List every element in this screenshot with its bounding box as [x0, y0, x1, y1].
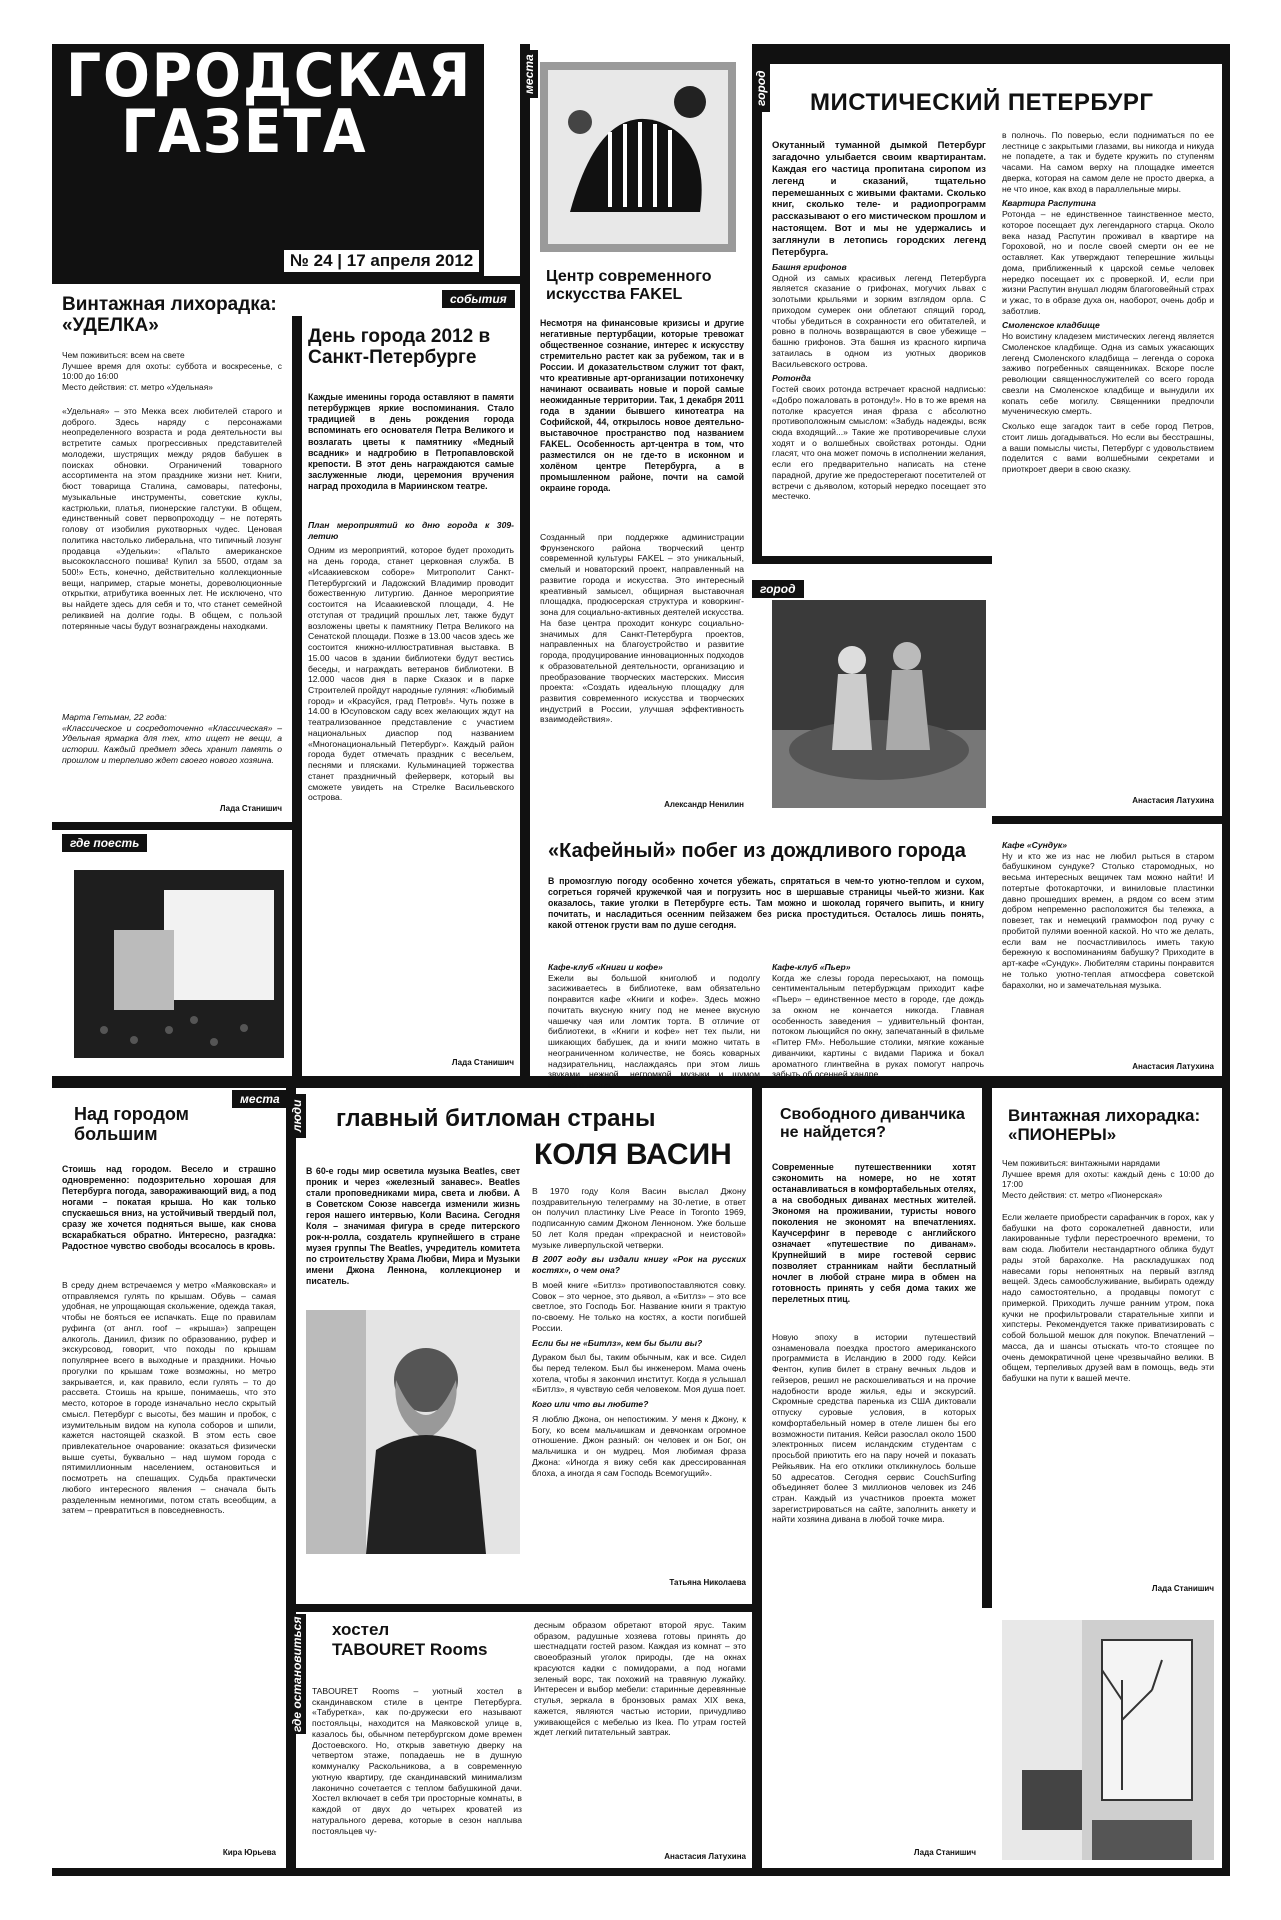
mystic-lead: Окутанный туманной дымкой Петербург загадочно улыбается своим квартирантам. Каждая его частица пропитана сиропом из легенд и сказаний, тщательно перемешанных с живыми фактами. Сколько книг, сколько теле- и радиопрограмм рассказывают о его мистическом прошлом и настоящем. Вот и мы не удержались и заглянули в летопись городских легенд Петербурга.	[772, 140, 986, 258]
divan-lead: Современные путешественники хотят сэкономить на номере, но не хотят останавливаться в комфортабельных отелях, а на свободных диванах местных жителей. Экономя на проживании, туристы нового поколения не экономят на впечатлениях. Каучсерфинг в переводе с английского означает «путешествие по диванам». Крупнейший в мире гостевой сервис позволяет странникам найти бесплатный ночлег в любой стране мира в обмен на готовность принять у себя дома таких же перелетных птиц.	[772, 1162, 976, 1304]
tab-lyudi: люди	[290, 1094, 306, 1138]
cityday-lead: Каждые именины города оставляют в памяти петербуржцев яркие воспоминания. Стало традицией в день рождения города вспоминать его основателя Петра Великого и возлагать цветы к памятнику «Медный всадник» и надгробию в Петропавловской крепости. В этот день награждаются самые заслуженные люди, церемония вручения наград проходила в Мариинском театре.	[308, 392, 514, 491]
fakel-author: Александр Ненилин	[664, 800, 744, 809]
tab-mesta-2: места	[232, 1090, 288, 1108]
cafe-col3: Кафе «Сундук» Ну и кто же из нас не любил рыться в старом бабушкином сундуке? Столько старомодных, но весьма интересных вещичек там можно найти! И потертые фотокарточки, и виниловые пластинки давно прошедших времен, а рядом со всем этим добром непременно расположится бы тележка, а повезет, так и немецкий граммофон под ручку с пробитой пулями военной каской. Но что же делать, если вам не посчастливилось иметь такую бережную к воспоминаниям бабушку? Приходите в арт-кафе «Сундук». Любителям старины понравится не только уютно-теплая атмосфера советской барахолки, но и замечательная музыка.	[1002, 840, 1214, 990]
mystic-title: МИСТИЧЕСКИЙ ПЕТЕРБУРГ	[810, 89, 1154, 116]
udelka-meta: Чем поживиться: всем на свете Лучшее время для охоты: суббота и воскресенье, с 10:00 до 16:00 Место действия: ст. метро «Удельная»	[62, 350, 282, 392]
tab-mesta: места	[522, 50, 538, 98]
hostel-title-1: хостел	[332, 1620, 390, 1639]
divider	[1222, 44, 1230, 1876]
fakel-title: Центр современного искусства FAKEL	[546, 268, 712, 303]
vasin-photo	[306, 1310, 520, 1554]
cityday-body: План мероприятий ко дню города к 309-летию Одним из мероприятий, которое будет проходить на день города, станет церковная служба. В «Исаакиевском соборе» Митрополит Санкт-Петербургский и Ладожский Владимир проводит божественную литургию. Данное мероприятие состоится на Исаакиевской площади, 4. Не отступая от традиций прошлых лет, также будут возложены цветы к памятнику Петра Великого на Сенатской площади. Позже в 13.00 часов здесь же состоится книжно-иллюстративная выставка. В 15.00 часов в здании библиотеки будут вестись беседы, и награждать ветеранов библиотеки. В 12.000 часов дня в парке Сказок и в парке Строителей пройдут народные гуляния: «Любимый город» и «Красуйся, град Петров!». Чуть позже в 14.00 в Юсуповском саду всех желающих ждут на театрализованное представление с участием национальных диаспор под названием «Многонациональный Петербург». Каждый район города будет отмечать праздник с весельем, песнями и плясками. Кульминацией торжества станет праздничный фейерверк, который вы сможете увидеть на Стрелке Васильевского острова.	[308, 520, 514, 803]
issue-number: № 24 | 17 апреля 2012	[284, 250, 479, 272]
fakel-body: Созданный при поддержке администрации Фрунзенского района творческий центр современной культуры FAKEL – это уникальный, смелый и новаторский проект, направленный на развитие города и искусства. Это интересный креативный замысел, общирная выставочная площадка, продюсерская структура и коворкинг-зона для социально-активных деятелей искусства. На базе центра проходит конкурс социально-значимых для Санкт-Петербурга проектов, направленных на благоустройство и развитие города, продуцирование инновационных подходов к образовательной деятельности, организацию и преобразование творческих мастерских. Миссия проекта: «Создать идеальную площадку для развития современного искусства и творческих индустрий в России, улучшая эффективность взаимодействия».	[540, 532, 744, 725]
mystic-photo	[772, 600, 986, 808]
divider	[52, 276, 522, 284]
divider	[752, 556, 992, 564]
divider	[292, 316, 302, 1076]
hostel-photo	[1002, 1620, 1214, 1860]
cityday-title: День города 2012 в Санкт-Петербурге	[308, 326, 491, 369]
pionery-title: Винтажная лихорадка: «ПИОНЕРЫ»	[1008, 1106, 1201, 1145]
divan-author: Лада Станишич	[913, 1848, 976, 1857]
hostel-col1: TABOURET Rooms – уютный хостел в скандинавском стиле в центре Петербурга. «Табуретка», как по-дружески его называют постояльцы, находится на Маяковской улице в, казалось бы, обычном петербургском доме времен Достоевского. Но, открыв заветную дверку на четвертом этаже, попадаешь не в душную коммуналку Раскольникова, а в современную уютную квартиру, где скандинавский минимализм лаконично сочетается с теплом бабушкиной дачи. Хостел включает в себя три просторные комнаты, в каждой от двух до четырех кроватей из натурального дерева, которые в сезон наплыва постояльцев чу-	[312, 1686, 522, 1836]
pionery-author: Лада Станишич	[1151, 1584, 1214, 1593]
pionery-meta: Чем поживиться: винтажными нарядами Лучшее время для охоты: каждый день с 10:00 до 17:00 Место действия: ст. метро «Пионерская»	[1002, 1158, 1214, 1200]
udelka-quote: Марта Гетьман, 22 года: «Классическое и сосредоточенно «Классическая» – Удельная ярмарка для тех, кто ищет не вещи, а истории. Каждый предмет здесь хранит память о прошлом и терпеливо ждет своего нового хозяина.	[62, 712, 282, 765]
cafe-lead: В промозглую погоду особенно хочется убежать, спрятаться в чем-то уютно-теплом и сухом, согреться горячей кружечкой чая и погрузить нос в шершавые страницы чьей-то жизни. Как оказалось, такие уголки в Петербурге есть. Там можно и шоколад горячего выпить, и книгу почитать, и насладиться осенним пейзажем без риска простудиться. Осталось лишь понять, какой оттенок грусти вам по душе сегодня.	[548, 876, 984, 930]
divider	[52, 822, 292, 830]
divider	[286, 1088, 296, 1876]
roofs-title: Над городом большим	[74, 1104, 189, 1145]
mystic-col1: Башня грифонов Одной из самых красивых легенд Петербурга является сказание о грифонах, могучих львах с золотыми крыльями и зорким взглядом орла. С приходом сумерек они облетают спящий город, чтобы убедиться в сохранности его обитателей, и ровно в полночь возвращаются в свое убежище – башню грифонов. Эта башня из красного кирпича затаилась в одном из уютных двориков Васильевского острова. Ротонда Гостей своих ротонда встречает красной надписью: «Добро пожаловать в ротонду!». Но в то же время на потолке красуется иная фраза с абсолютно противоположным смыслом: «Забудь надежды, всяк сюда входящий...» Такие же противоречивые слухи ходят и о волшебных свойствах ротонды. Одни гласят, что она может помочь в исполнении желания, если его предварительно написать на стене парадной, другие же предостерегают посетителей от встречи с дьяволом, который нередко посещает это местечко.	[772, 262, 986, 502]
vasin-title-1: главный битломан страны	[336, 1105, 656, 1132]
hostel-author: Анастасия Латухина	[664, 1852, 746, 1861]
vasin-author: Татьяна Николаева	[669, 1578, 746, 1587]
roofs-author: Кира Юрьева	[222, 1848, 276, 1857]
roofs-lead: Стоишь над городом. Весело и страшно одновременно: подозрительно хорошая для Петербурга погода, завораживающий вид, а под ногами – покатая крыша. Но как только спускаешься вниз, на устойчивый твердый пол, сразу же хочется подняться выше, как снова вскарабкаться обратно. Интересно, разгадка: Радостное чувство свободы всосалось в кровь.	[62, 1164, 276, 1251]
tab-gorod-2: город	[752, 580, 804, 598]
vasin-title-2: КОЛЯ ВАСИН	[534, 1138, 732, 1171]
vasin-body: В 1970 году Коля Васин выслал Джону поздравительную телеграмму на 30-летие, в ответ он получил пластинку Live Peace in Toronto 1969, подписанную самим Джоном Ленноном. Уже больше 50 лет Коля предан «прекрасной и неистовой» музыке ливерпульской четверки. В 2007 году вы издали книгу «Рок на русских костях», о чем она? В моей книге «Битлз» противопоставляются совку. Совок – это черное, это дьявол, а «Битлз» – это все светлое, это Господь Бог. Название книги я трактую по-своему. Не только на костях, а кости погибшей России. Если бы не «Битлз», кем бы были вы? Дураком был бы, таким обычным, как и все. Сидел бы перед телеком. Был бы инженером. Мама очень хотела, чтобы я закончил институт. Когда я услышал «Битлз», я чувствую себя человеком. Моя душа поет. Кого или что вы любите? Я люблю Джона, он непостижим. У меня к Джону, к Богу, ко всем мальчишкам и девчонкам огромное отношение. Джон разный: он человек и он Бог, он мальчишка и он мудрец. Моя любимая фраза Джона: «Иногда я вижу себя как дрессированная блоха, а иногда я сам Господь Всемогущий».	[532, 1186, 746, 1478]
cafe-author: Анастасия Латухина	[1132, 1062, 1214, 1071]
udelka-body: «Удельная» – это Мекка всех любителей старого и доброго. Здесь наряду с персонажами неопределенного возраста и рода деятельности вы встретите самых прогрессивных представителей молодежи, шустрящих между рядов бабушек в поисках обновки. Ограничений товарного ассортимента на этом празднике жизни нет. Книги, бюст товарища Сталина, самовары, патефоны, музыкальные инструменты, советские куклы, кастрюльки, платья, пионерские галстуки. В общем, единственный совет первопроходцу – не потерять голову от изобилия рукотворных чудес. Ценовая политика настолько либеральна, что типичный лозунг продавца «Удельки»: «Пальто американское высококлассного пошива! Купил за 5500, отдам за 500!» Есть, конечно, действительно коллекционные вещи, например, старые монеты, дореволюционные открытки, атрибутика военных лет. Не исключено, что вы найдете здесь для себя и то, что станет семейной реликвией на долгие годы. В общем, с пользой потерянные часы будут вознаграждены находками.	[62, 406, 282, 631]
hostel-col2: десным образом обретают второй ярус. Таким образом, радушные хозяева готовы принять до шестнадцати гостей разом. Каждая из комнат – это своеобразный уголок природы, где на окнах красуются кадки с помидорами, а под ногами зеленый ворс, так похожий на травяную лужайку. Интересен и выбор мебели: старинные деревянные стулья, зеркала в бронзовых рамах XIX века, кажется, являются частью истории, причудливо уживающейся с мебелью из Ikea. По утрам гостей ждет легкий питательный завтрак.	[534, 1620, 746, 1738]
divider	[992, 816, 1230, 824]
cafe-title: «Кафейный» побег из дождливого города	[548, 840, 966, 862]
cafe-photo	[74, 870, 284, 1058]
cafe-col2: Кафе-клуб «Пьер» Когда же слезы города пересыхают, на помощь сентиментальным петербуржцам приходит кафе «Пьер» – единственное место в городе, где дождь за окном не кончается никогда. Главная особенность заведения – удивительный фонтан, потоком льющийся по окну, запечатанный в фильме «Питер FM». Небольшие столики, мягкие кожаные диванчики, картины с видами Парижа и бокал ароматного глинтвейна в руках помогут напрочь забыть об осенней хандре.	[772, 962, 984, 1080]
cafe-col1: Кафе-клуб «Книги и кофе» Ежели вы большой книголюб и подолгу засиживаетесь в библиотеке, вам обязательно понравится кафе «Книги и кофе». Здесь можно почитать вкусную книгу под не менее вкусную чашечку чая или ломтик торта. В отличие от библиотеки, в «Книги и кофе» нет тех пыли, ни шикающих бабушек, да и книги можно читать в неограниченном количестве, не боясь коварных надзирательниц, наслаждаясь при этом лишь звуками нежной, негромкой музыки и шумом осеннего ливня.	[548, 962, 760, 1091]
udelka-title: Винтажная лихорадка: «УДЕЛКА»	[62, 294, 277, 337]
divider	[52, 1868, 1230, 1876]
masthead-title: ГОРОДСКАЯ ГАЗЕТА	[66, 41, 473, 167]
fakel-photo	[540, 62, 736, 252]
divider	[752, 44, 762, 564]
divider	[520, 44, 530, 824]
tab-gorod: город	[754, 64, 770, 112]
roofs-body: В среду днем встречаемся у метро «Маяковская» и отправляемся гулять по крышам. Обувь – самая удобная, не упрощающая скольжение, одежда такая, чтобы не бояться ее испачкать. Еще по правилам руфинга (от англ. roof – «крыша») запрещен алкоголь. Даниил, физик по образованию, руфер и экскурсовод, говорит, что походы по крышам популярнее всего в выходные и праздники. Ночью прогулки по крышам тоже возможны, но метро закрывается, и, как правило, если гулять – то до рассвета. Стоишь на крыше, понимаешь, что это место, которое в городе изначально несло скрытый смысл. Петербург с высоты, без машин и пробок, с изумительным видом на купола соборов и шпили, кажется настоящей сказкой. В этом есть свое привлекательное очарование: оказаться физически выше суеты, буквально – над шумом города с пятимиллионным населением, остановиться и посмотреть на спешащих. Судьба практически любого интересного явления – сначала быть разделенным немногими, потом стать всеобщим, а затем – превратиться в повседневность.	[62, 1280, 276, 1516]
divan-body: Новую эпоху в истории путешествий ознаменовала поездка простого американского программиста в Исландию в 2000 году. Кейси Фентон, купив билет в страну вечных льдов и гейзеров, решил не раскошеливаться и на прочие надобности вроде жилья, еды и экскурсий. Скромные средства паренька из США диктовали отпуску суровые условия, в которых комфортабельный номер в отеле лишен бы его возможности питания. Кейси разослал около 1500 электронных писем исландским студентам с просьбой приютить его на пару ночей и показать Рейкьявик. На его отклики откликнулось больше 50 адресатов. Сегодня сервис CouchSurfing объединяет более 3 миллионов человек из 246 стран. Каждый из участников проекта может зарегистрироваться на сайте, заполнить анкету и найти хозяина дивана в любой точке мира.	[772, 1332, 976, 1525]
pionery-body: Если желаете приобрести сарафанчик в горох, как у бабушки на фото сорокалетней давности, или лакированные туфли перестроечного времени, то вам сюда. Любители нестандартного облика будут рады этой барахолке. На раскладушках под навесами горы непонятных на первый взгляд вещей. Здесь самообслуживание, выбирать одежду надо самостоятельно, а продавцы помогут с примеркой. Приходить лучше ранним утром, пока кучки не профильтровали старательные хиппи и хипстеры. Рекомендуется также приватизировать с собой большой мешок для покупок. Впечатлений – масса, да и шансы отыскать что-то стоящее по очень демократичной цене чрезвычайно велики. В общем, терпеливых друзей вам в помощь, ведь эти бабушки на пути к вашей мечте.	[1002, 1212, 1214, 1384]
udelka-author: Лада Станишич	[219, 804, 282, 813]
divan-title: Свободного диванчика не найдется?	[780, 1106, 965, 1141]
masthead	[52, 41, 484, 276]
tab-sobytiya: события	[442, 290, 515, 308]
mystic-col2: в полночь. По поверью, если подниматься по ее лестнице с закрытыми глазами, вы никогда и никуда не попадете, а так и будете кружить по ступеням часами. На самом верху на площадке имеется дверка, которая на самом деле не просто дверка, а не что иное, как вход в параллельные миры. Квартира Распутина Ротонда – не единственное таинственное место, которое посещает дух легендарного старца. Около века назад Распутин проживал в квартире на Гороховой, но и после своей смерти он ее не оставляет. Как утверждают теперешние жильцы дома, приближенный к царской семье человек нередко посещает их с проверкой. И, если при жизни Распутин внушал людям благоговейный страх и ужас, то в образе духа он, наоборот, очень добр и заботлив. Смоленское кладбище Но воистину кладезем мистических легенд является Смоленское кладбище. Одна из самых ужасающих легенд Смоленского кладбища – легенда о сорока заживо погребенных священниках. Вскоре после революции священнослужителей со всего города свезли на Смоленское кладбище и вынудили их копать себе могилу. Священники предпочли мученическую смерть. Сколько еще загадок таит в себе город Петров, стоит лишь догадываться. Но если вы бесстрашны, а ваши помыслы чисты, Петербург с удовольствием поделится с вами волшебными секретами и приоткроет двери в свою сказку.	[1002, 130, 1214, 475]
fakel-lead: Несмотря на финансовые кризисы и другие негативные пертурбации, которые тревожат общественное сознание, интерес к искусству стремительно растет как за рубежом, так и в России. И доказательством служит тот факт, что креативные арт-организации потихонечку начинают осваивать новые и порой самые неожиданные территории. Так, 1 декабря 2011 года в здании бывшего кинотеатра на Софийской, 44, открылось новое деятельно-выставочное пространство под названием FAKEL. Особенность арт-центра в том, что разместился он не где-то в исконном и холёном центре Петербурга, а в промышленном районе, почти на самой окраине города.	[540, 318, 744, 493]
cityday-author: Лада Станишич	[451, 1058, 514, 1067]
tab-gde-ostanovitsya: где остановиться	[290, 1614, 306, 1734]
divider	[286, 1604, 756, 1612]
hostel-title-2: TABOURET Rooms	[332, 1640, 488, 1659]
divider	[520, 810, 530, 1080]
divider	[752, 1088, 762, 1876]
divider	[752, 44, 1230, 64]
vasin-lead: В 60-е годы мир осветила музыка Beatles, свет проник и через «железный занавес». Beatles стали проповедниками мира, света и любви. А в Советском Союзе навсегда изменили жизнь героя нашего интервью, Коли Васина. Сегодня Коля – значимая фигура в среде питерского рок-н-ролла, создатель крупнейшего в стране музея группы The Beatles, учредитель комитета по строительству Храма Любви, Мира и Музыки имени Джона Леннона, коллекционер и писатель.	[306, 1166, 520, 1286]
divider	[982, 1088, 992, 1608]
tab-gde-poest: где поесть	[62, 834, 147, 852]
mystic-author: Анастасия Латухина	[1132, 796, 1214, 805]
